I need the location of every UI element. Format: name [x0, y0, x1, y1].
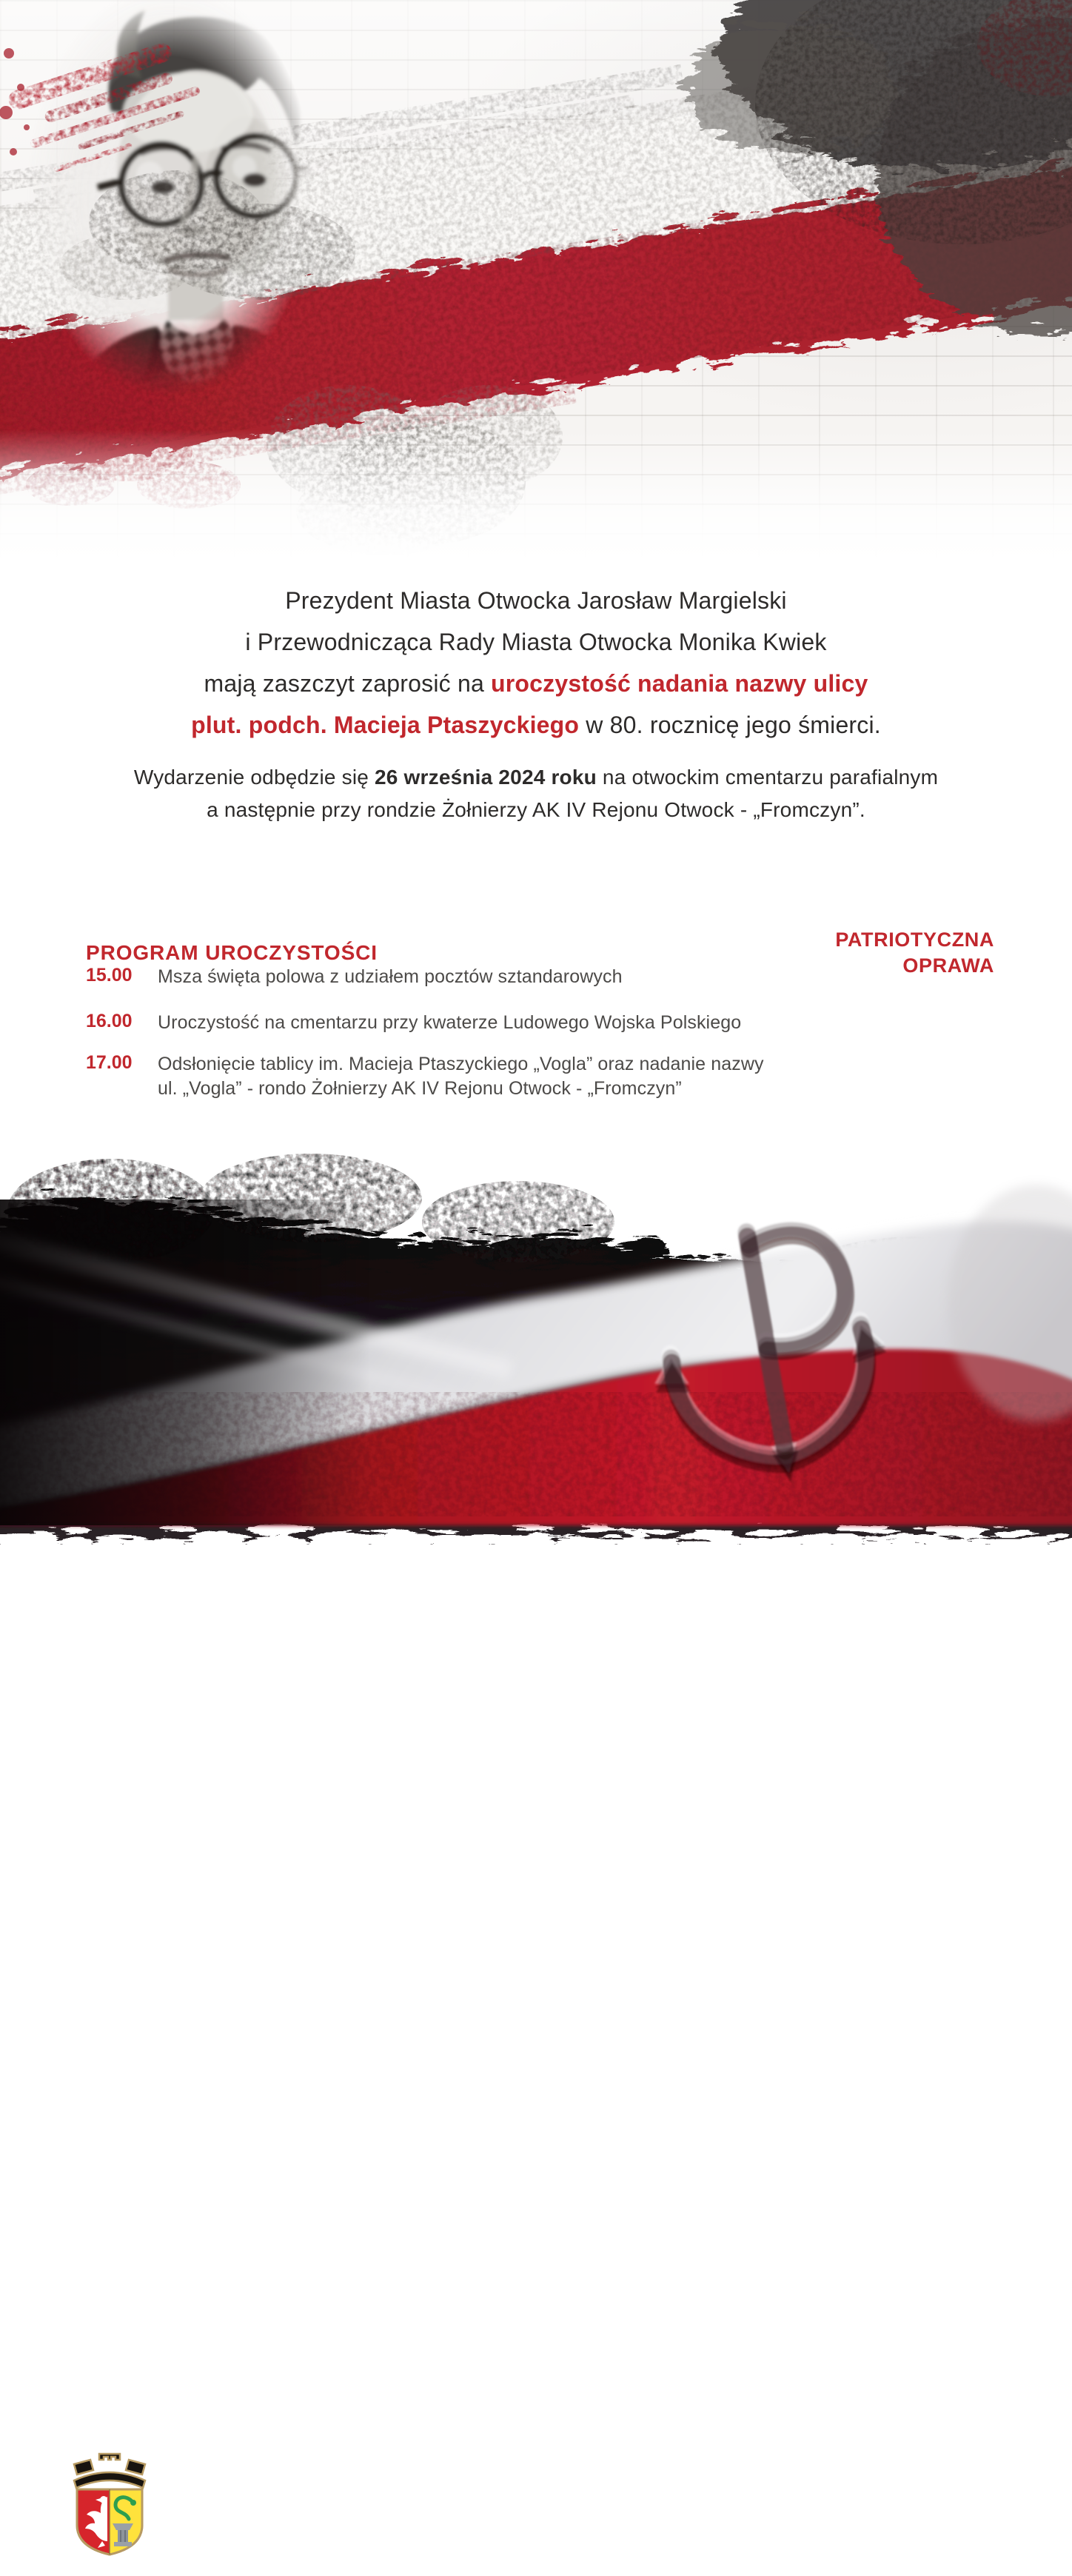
invitation-line-1: Prezydent Miasta Otwocka Jarosław Margielski: [285, 587, 787, 614]
event-info-block: [0, 761, 1072, 826]
program-time: 15.00: [86, 965, 133, 986]
program-time: 16.00: [86, 1011, 133, 1031]
program-text: Odsłonięcie tablicy im. Macieja Ptaszyckiego „Vogla” oraz nadanie nazwy ul. „Vogla” - rondo Żołnierzy AK IV Rejonu Otwock - „Fromczyn”: [158, 1054, 764, 1099]
event-date: 26 września 2024 roku: [375, 766, 597, 789]
program-item: [86, 1052, 783, 1101]
event-info-line-1: Wydarzenie odbędzie się 26 września 2024 roku na otwockim cmentarzu parafialnym: [133, 766, 939, 789]
event-info-line-2: a następnie przy rondzie Żołnierzy AK IV Rejonu Otwock - „Fromczyn”.: [207, 798, 865, 821]
invitation-line-4: plut. podch. Macieja Ptaszyckiego w 80. rocznicę jego śmierci.: [191, 712, 881, 738]
invitation-line-2: i Przewodnicząca Rady Miasta Otwocka Monika Kwiek: [245, 629, 827, 655]
program-text: Msza święta polowa z udziałem pocztów sztandarowych: [158, 966, 623, 987]
top-artwork: [0, 0, 1072, 563]
program-heading: PROGRAM UROCZYSTOŚCI: [86, 941, 378, 965]
city-logo-caption: MIASTO OTWOCK: [50, 2563, 175, 2575]
invitation-line-3: mają zaszczyt zaprosić na uroczystość nadania nazwy ulicy: [204, 670, 868, 697]
ceremony-name-highlight: uroczystość nadania nazwy ulicy: [491, 670, 868, 697]
honoree-name-highlight: plut. podch. Macieja Ptaszyckiego: [191, 712, 580, 738]
program-item: [86, 1011, 783, 1035]
invitation-block: [0, 580, 1072, 746]
polish-flag-kotwica-art: [0, 1111, 1072, 1516]
top-artwork-fade: [0, 429, 1072, 563]
city-logo: [50, 2451, 175, 2576]
red-brush-streaks: [0, 0, 370, 318]
patriotic-note: PATRIOTYCZNA OPRAWA: [835, 929, 994, 977]
bottom-artwork: [0, 1111, 1072, 2575]
program-item: [86, 965, 783, 989]
otwock-coat-of-arms: [65, 2451, 154, 2556]
program-text: Uroczystość na cmentarzu przy kwaterze Ludowego Wojska Polskiego: [158, 1012, 742, 1033]
program-time: 17.00: [86, 1052, 133, 1073]
